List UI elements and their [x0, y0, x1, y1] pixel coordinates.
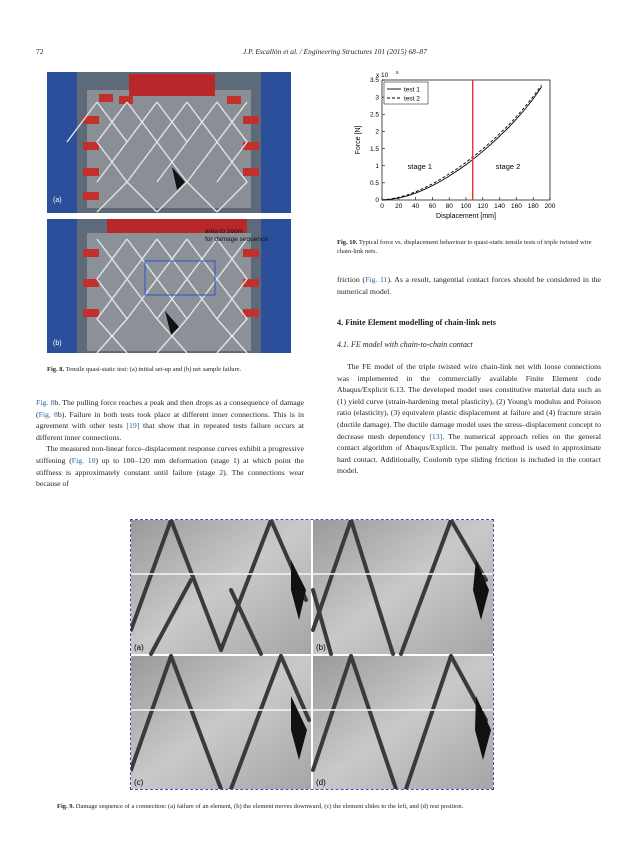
- fig8-caption-text: Tensile quasi-static test: (a) initial set-up and (b) net sample failure.: [64, 366, 242, 373]
- y-exponent: 5: [396, 70, 399, 75]
- left-paragraph-1: [36, 397, 304, 443]
- x-tick-label: 20: [395, 203, 403, 210]
- fig10-caption-label: Fig. 10.: [337, 239, 358, 246]
- fig9-caption-label: Fig. 9.: [57, 803, 75, 810]
- left-p1-text: that show that in repeated tests failure occurs at different inner connections.: [36, 421, 304, 442]
- left-p1-link[interactable]: [19]: [126, 421, 140, 431]
- fig8a-label: (a): [53, 197, 62, 204]
- x-tick-label: 120: [477, 203, 489, 210]
- fig10-chart: [330, 66, 580, 236]
- subsection-title: 4.1. FE model with chain-to-chain contact: [337, 340, 473, 349]
- left-p1-text: b. The pulling force reaches a peak and then drops as a consequence of damage (: [36, 398, 304, 419]
- y-tick-label: 1.5: [369, 145, 379, 153]
- y-tick-label: 0: [375, 197, 379, 205]
- force-displacement-chart: [330, 66, 580, 236]
- left-p1-link[interactable]: Fig. 8: [38, 409, 58, 419]
- section-title: 4. Finite Element modelling of chain-link nets: [337, 318, 496, 327]
- running-title: J.P. Escallón et al. / Engineering Structures 101 (2015) 68–87: [243, 47, 427, 56]
- fig8b-label: (b): [53, 340, 62, 347]
- page-number: 72: [36, 47, 44, 56]
- y-tick-label: 3.5: [369, 77, 379, 85]
- left-p2-link[interactable]: Fig. 10: [71, 455, 96, 465]
- x-tick-label: 60: [428, 203, 437, 210]
- fig8a-image: [47, 72, 291, 213]
- right-column-body: [337, 361, 601, 477]
- fig9-image-grid: [130, 519, 494, 790]
- left-p1-link[interactable]: Fig. 8: [36, 398, 55, 407]
- right-p2-text: The FE model of the triple twisted wire chain-link net with loose connections was implemented in the commercially available Finite Element code Abaqus/Explicit 6.13. The developed model uses constitutive material data such as (1) yield curve (strain-hardening metal plasticity), (2) Young's modulus and Poisson ratio (elasticity), (3) equivalent plastic displacement at failure and (4) fracture strain (ductile damage). The ductile damage model uses the stress–displacement concept to decrease mesh dependency: [337, 362, 601, 441]
- y-axis-label: Force [N]: [355, 125, 362, 155]
- right-p1-text: ). As a result, tangential contact forces should be considered in the numerical model.: [337, 275, 601, 296]
- left-p1-text: b). Failure in both tests took place at different inner connections. This is in agreement with other tests: [36, 409, 304, 431]
- x-tick-label: 200: [544, 203, 556, 210]
- right-p1-link[interactable]: Fig. 11: [365, 275, 388, 284]
- left-paragraph-2: [36, 443, 304, 489]
- stage-2-annotation: stage 2: [495, 162, 521, 172]
- fig8b-annotation-2: for damage sequence: [205, 236, 268, 243]
- fig9-image: [131, 520, 493, 789]
- right-paragraph-1: [337, 274, 601, 297]
- right-paragraph-2: [337, 361, 601, 477]
- fig8-caption-label: Fig. 8.: [47, 366, 65, 373]
- y-multiplier: x 10: [376, 72, 389, 79]
- left-p2-text: ) up to 100–120 mm deformation (stage 1) at which point the stiffness is approximately constant until failure (stage 2). The connections wear because of: [36, 455, 304, 489]
- stage-1-annotation: stage 1: [407, 162, 433, 172]
- x-tick-label: 160: [510, 203, 522, 210]
- fig9-caption: [57, 802, 597, 811]
- left-column-text: [36, 397, 304, 490]
- x-tick-label: 0: [380, 203, 384, 210]
- right-p2-link[interactable]: [13]: [429, 431, 443, 441]
- fig9-label-a: (a): [134, 643, 144, 652]
- x-tick-label: 140: [494, 203, 506, 210]
- right-column-top: [337, 274, 601, 297]
- left-p2-text: The measured non-linear force–displacement response curves exhibit a progressive stiffening (: [36, 444, 304, 465]
- x-axis-label: Displacement [mm]: [436, 213, 496, 220]
- x-tick-label: 40: [411, 203, 420, 210]
- fig9-label-b: (b): [316, 643, 326, 652]
- y-tick-label: 1: [375, 162, 379, 170]
- fig8b-annotation-1: area to zoom: [205, 228, 243, 235]
- fig10-caption: [337, 238, 595, 256]
- right-p2-text: . The numerical approach relies on the general contact algorithm of Abaqus/Explicit. The penalty method is used to approximate hard contact. Additionally, Coulomb type sliding friction is included in the contact model.: [337, 431, 601, 476]
- right-p1-text: friction (: [337, 275, 366, 284]
- fig8b-image: [47, 219, 291, 353]
- x-tick-label: 100: [460, 203, 472, 210]
- fig8-caption: [47, 365, 297, 374]
- fig8a-photo: [47, 72, 291, 213]
- y-tick-label: 2: [375, 128, 379, 136]
- x-tick-label: 180: [527, 203, 539, 210]
- y-tick-label: 0.5: [369, 180, 379, 188]
- y-tick-label: 2.5: [369, 111, 379, 119]
- fig9-label-c: (c): [134, 778, 144, 787]
- legend-label-1: test 1: [404, 86, 420, 94]
- fig8b-photo: [47, 219, 291, 353]
- x-tick-label: 80: [445, 203, 453, 210]
- y-tick-label: 3: [375, 94, 379, 102]
- legend-label-2: test 2: [404, 95, 420, 103]
- fig10-caption-text: Typical force vs. displacement behaviour to quasi-static tensile tests of triple twisted wire chain-link nets.: [337, 239, 592, 255]
- fig9-caption-text: Damage sequence of a connection: (a) failure of an element, (b) the element moves downward, (c) the element slides to the left, and (d) rest position.: [74, 803, 464, 810]
- fig9-label-d: (d): [316, 778, 326, 787]
